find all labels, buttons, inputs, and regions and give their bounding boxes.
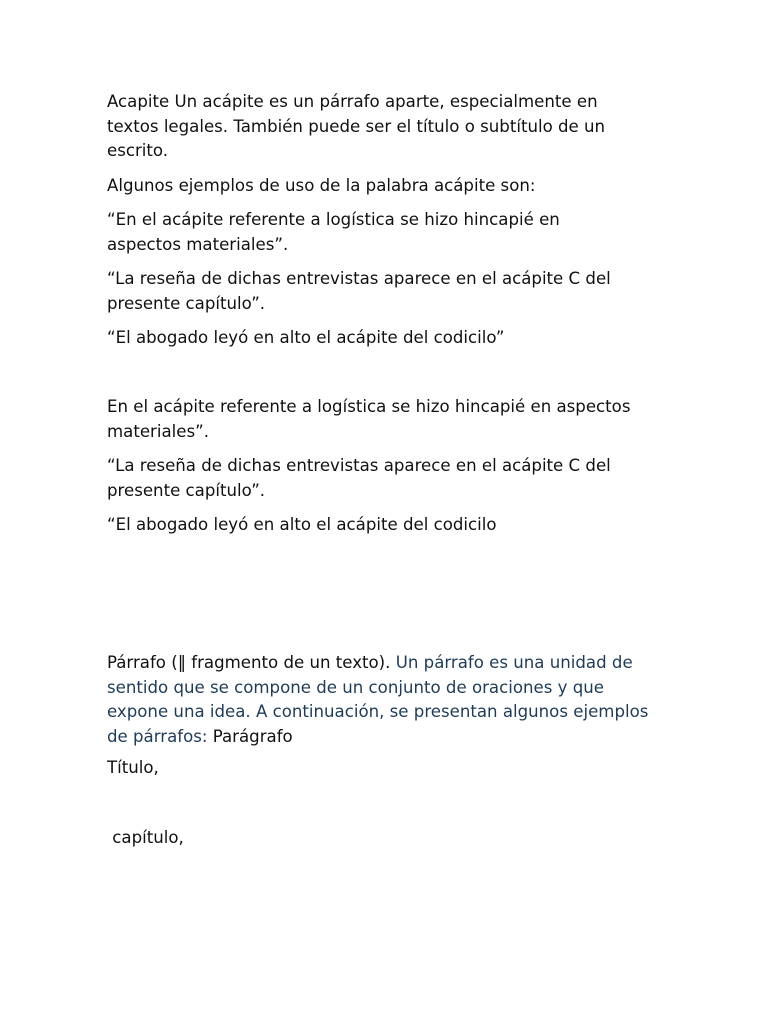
titulo-line: Título, [107,758,159,777]
parrafo-lead: Párrafo (‖ fragmento de un texto). [107,653,396,672]
example-paragraph: En el acápite referente a logística se hizo hincapié en aspectos materiales”. [107,397,631,441]
parrafo-blue-text: Un párrafo es una unidad de sentido que se compone de un conjunto de oraciones y que expone una idea. A continuación, se presentan algunos ejemplos de párrafos: [107,653,649,746]
examples-heading: Algunos ejemplos de uso de la palabra acápite son: [107,176,536,195]
example-paragraph: “En el acápite referente a logística se hizo hincapié en aspectos materiales”. [107,210,560,254]
parrafo-tail: Parágrafo [212,726,293,746]
example-paragraph: “El abogado leyó en alto el acápite del codicilo [107,515,497,534]
capitulo-line: capítulo, [107,828,184,847]
example-paragraph: “La reseña de dichas entrevistas aparece en el acápite C del presente capítulo”. [107,456,611,500]
example-paragraph: “El abogado leyó en alto el acápite del codicilo” [107,328,505,347]
example-paragraph: “La reseña de dichas entrevistas aparece en el acápite C del presente capítulo”. [107,269,611,313]
acapite-definition: Acapite Un acápite es un párrafo aparte, especialmente en textos legales. También puede ser el título o subtítulo de un escrito. [107,92,606,160]
parrafo-definition [107,651,667,749]
